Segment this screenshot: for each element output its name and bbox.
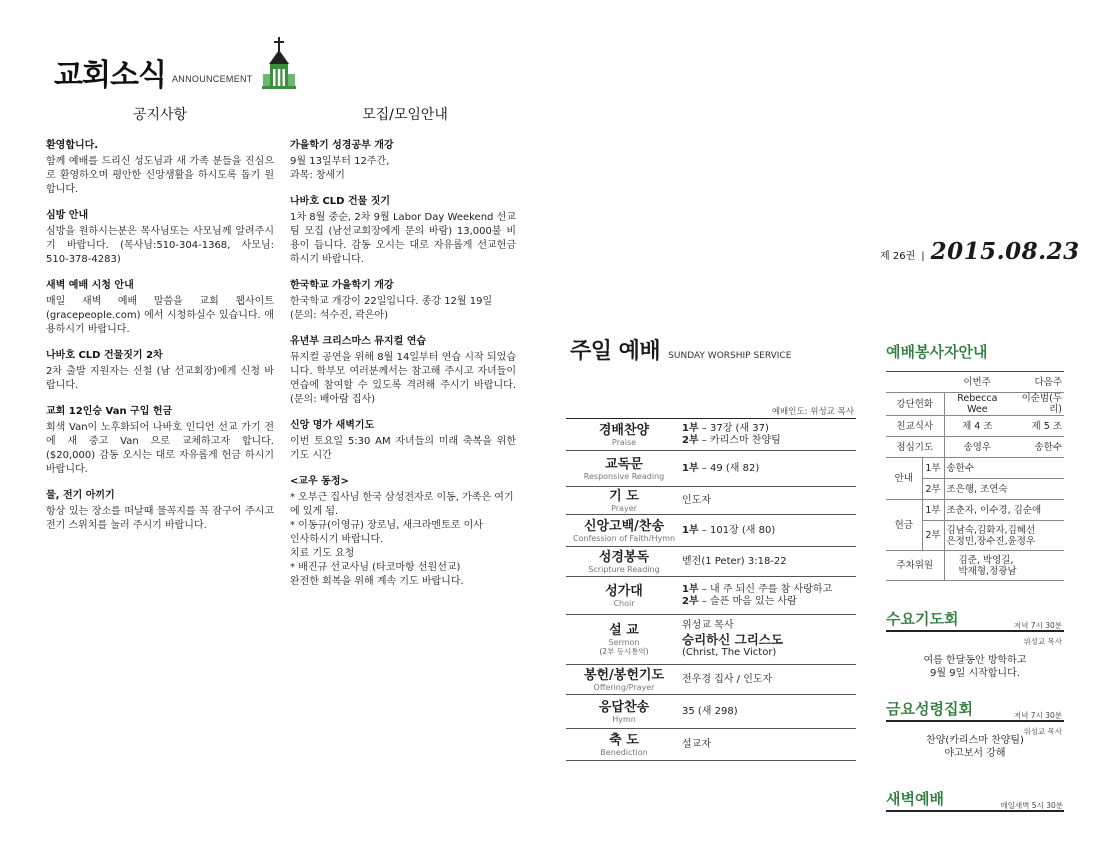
- issue-date-value: 2015.08.23: [930, 238, 1080, 265]
- page-subtitle: ANNOUNCEMENT: [172, 74, 253, 84]
- service-number: 1부: [682, 524, 699, 536]
- church-icon: [259, 36, 299, 90]
- volunteer-names: 송한수: [944, 458, 1064, 479]
- header: [54, 36, 314, 92]
- volunteers-title: 예배봉사자안내: [886, 343, 988, 361]
- recruit-item: [290, 279, 516, 323]
- this-week-value: Rebecca Wee: [944, 393, 1010, 416]
- volunteer-names: 조은행, 조연숙: [944, 479, 1064, 500]
- sunday-worship-title-ko: 주일 예배: [570, 339, 661, 364]
- recruit-item: [290, 419, 516, 463]
- service-label: 2부: [922, 521, 944, 551]
- duty-label: 주차위원: [886, 551, 944, 581]
- table-row: [886, 458, 1064, 479]
- worship-item-text: – 101장 (새 80): [698, 524, 776, 536]
- worship-order-table: [566, 418, 856, 761]
- worship-item-label: [566, 486, 682, 516]
- worship-item-label: [566, 454, 682, 484]
- worship-row: [566, 665, 856, 695]
- divider: |: [921, 251, 925, 262]
- worship-item-en: Responsive Reading: [583, 471, 665, 481]
- worship-item-label: [566, 547, 682, 577]
- duty-label: 헌금: [886, 500, 922, 551]
- wednesday-text: 여름 한달동안 방학하고 9월 9일 시작합니다.: [923, 655, 1027, 679]
- sermon-title: 승리하신 그리스도: [682, 632, 783, 647]
- worship-item-en: Offering/Prayer: [593, 682, 655, 692]
- recruit-title: 유년부 크리스마스 뮤지컬 연습: [290, 336, 427, 347]
- table-row: [886, 500, 1064, 521]
- issue-date: [880, 238, 1080, 265]
- volunteer-names: 조춘자, 이수경, 김순애: [944, 500, 1064, 521]
- worship-item-text: 35 (새 298): [682, 705, 738, 717]
- notices-column: [46, 139, 274, 545]
- worship-item-en: Scripture Reading: [588, 564, 660, 574]
- table-row: [886, 393, 1064, 416]
- service-label: 2부: [922, 479, 944, 500]
- notice-item: [46, 279, 274, 337]
- worship-item-ko: 기 도: [609, 488, 639, 504]
- service-number: 1부: [682, 462, 699, 474]
- worship-item-en: Choir: [613, 598, 635, 608]
- service-label: 1부: [922, 458, 944, 479]
- worship-item-content: [682, 706, 856, 718]
- duty-label: 강단헌화: [886, 393, 944, 416]
- volunteer-names: 김준, 박영길, 박재형,정광남: [944, 551, 1064, 581]
- worship-item-label: [566, 665, 682, 695]
- notice-item: [46, 489, 274, 533]
- worship-item-content: [682, 556, 856, 568]
- notice-body: 항상 있는 장소를 떠날때 물꼭지를 꼭 잠구어 주시고 전기 스위치를 눌러 주시기 바랍니다.: [46, 506, 274, 531]
- worship-item-line: [682, 423, 856, 435]
- recruit-item: [290, 139, 516, 183]
- worship-item-label: [566, 420, 682, 450]
- worship-item-text: 벧전(1 Peter) 3:18-22: [682, 555, 787, 567]
- notice-title: 새벽 예배 시청 안내: [46, 280, 134, 291]
- worship-item-en: Confession of Faith/Hymn: [572, 533, 676, 543]
- worship-item-ko: 경배찬양: [598, 422, 650, 438]
- worship-item-content: [682, 674, 856, 686]
- recruit-item: [290, 475, 516, 589]
- worship-item-content: [682, 495, 856, 507]
- worship-item-en: Sermon: [608, 638, 640, 647]
- notice-body: 매일 새벽 예배 말씀을 교회 웹사이트(gracepeople.com) 에서 시청하실수 있습니다. 애용하시기 바랍니다.: [46, 296, 274, 335]
- worship-item-text: 설교자: [682, 738, 711, 750]
- worship-item-ko: 신앙고백/찬송: [583, 518, 665, 534]
- friday-text: 찬양(카리스마 찬양팀) 야고보서 강해: [926, 735, 1024, 759]
- sermon-en: (Christ, The Victor): [682, 647, 777, 658]
- recruit-title: 나바호 CLD 건물 짓기: [290, 196, 391, 207]
- notice-title: 물, 전기 아끼기: [46, 490, 115, 501]
- next-week-value: 이순범(두리): [1010, 393, 1064, 416]
- worship-item-label: [566, 730, 682, 760]
- worship-item-line: [682, 706, 856, 718]
- next-week-header: 다음주: [1010, 372, 1064, 393]
- worship-item-label: [566, 620, 682, 659]
- table-row: [886, 551, 1064, 581]
- worship-row: [566, 615, 856, 665]
- worship-item-en: Hymn: [612, 714, 636, 724]
- next-week-value: 제 5 조: [1010, 416, 1064, 437]
- worship-row: [566, 451, 856, 487]
- notice-title: 교회 12인승 Van 구입 헌금: [46, 406, 173, 417]
- duty-label: 친교식사: [886, 416, 944, 437]
- notice-body: 심방을 원하시는분은 목사님또는 사모님께 알려주시기 바랍니다. (목사님:510-304-1368, 사모님: 510-378-4283): [46, 226, 274, 265]
- table-row: [886, 437, 1064, 458]
- friday-leader: 위성교 목사: [1023, 727, 1062, 736]
- worship-item-text: – 49 (새 82): [698, 462, 760, 474]
- service-number: 2부: [682, 434, 699, 446]
- recruit-body: 9월 13일부터 12주간, 과목: 창세기: [290, 156, 390, 181]
- worship-item-line: [682, 584, 856, 596]
- worship-item-label: [566, 581, 682, 611]
- this-week-value: 제 4 조: [944, 416, 1010, 437]
- notice-body: 회색 Van이 노후화되어 나바호 인디언 선교 가기 전에 새 중고 Van 으로 교체하고자 합니다. ($20,000) 감동 오시는 대로 자유롭게 헌금 하시기 바랍니다.: [46, 422, 274, 475]
- issue-volume: 제 26권: [880, 251, 916, 262]
- recruit-body: 뮤지컬 공연을 위해 8월 14일부터 연습 시작 되었습니다. 학부모 여러분께서는 참고해 주시고 자녀들이 연습에 참여할 수 있도록 격려해 주시기 바랍니다. (문의: 배아람 집사): [290, 352, 516, 405]
- worship-item-line: [682, 495, 856, 507]
- worship-item-line: [682, 674, 856, 686]
- recruit-heading: 모집/모임안내: [362, 107, 448, 123]
- worship-item-en: Prayer: [611, 503, 637, 513]
- worship-row: [566, 419, 856, 451]
- worship-item-ko: 교독문: [605, 456, 643, 472]
- worship-row: [566, 729, 856, 761]
- worship-item-ko: 봉헌/봉헌기도: [583, 667, 665, 683]
- worship-item-content: [682, 584, 856, 608]
- recruit-title: <교우 동정>: [290, 476, 349, 487]
- recruit-title: 가을학기 성경공부 개강: [290, 140, 394, 151]
- service-number: 1부: [682, 422, 699, 434]
- notice-title: 환영합니다.: [46, 140, 99, 151]
- worship-item-ko: 응답찬송: [598, 699, 650, 715]
- worship-item-line: [682, 463, 856, 475]
- recruit-body: 이번 토요일 5:30 AM 자녀들의 미래 축복을 위한 기도 시간: [290, 436, 516, 461]
- worship-item-content: [682, 739, 856, 751]
- worship-item-en: Benediction: [600, 747, 648, 757]
- recruit-body: * 오부근 집사님 한국 삼성전자로 이동, 가족은 여기에 있게 됨. * 이동규(이영규) 장로님, 새크라멘토로 이사 인사하시기 바랍니다. 치료 기도 요청 * 배진규 선교사님 (타코마항 선원선교) 완전한 회복을 위해 계속 기도 바랍니다.: [290, 492, 514, 587]
- notice-body: 2차 출발 지원자는 신철 (남 선교회장)에게 신청 바랍니다.: [46, 366, 274, 391]
- service-number: 2부: [682, 595, 699, 607]
- worship-item-line: [682, 435, 856, 447]
- recruit-title: 신앙 명가 새벽기도: [290, 420, 375, 431]
- worship-item-label: [566, 697, 682, 727]
- notice-title: 심방 안내: [46, 210, 89, 221]
- volunteer-names: 김남숙,김화자,김혜선 은정민,장수진,윤정우: [944, 521, 1064, 551]
- worship-item-line: [682, 556, 856, 568]
- worship-item-content: [682, 463, 856, 475]
- service-label: 1부: [922, 500, 944, 521]
- duty-label: 안내: [886, 458, 922, 500]
- worship-item-note: (2부 동시통역): [599, 647, 649, 656]
- worship-item-text: – 카리스마 찬양팀: [698, 434, 781, 446]
- recruit-item: [290, 195, 516, 267]
- wednesday-leader: 위성교 목사: [1023, 637, 1062, 646]
- wednesday-title: 수요기도회: [886, 610, 959, 628]
- worship-item-ko: 성가대: [605, 583, 643, 599]
- service-number: 1부: [682, 583, 699, 595]
- worship-item-line: [682, 596, 856, 608]
- worship-leader: 예배인도: 위성교 목사: [771, 407, 854, 417]
- recruit-item: [290, 335, 516, 407]
- dawn-time: 매일새벽 5시 30분: [1000, 801, 1063, 810]
- notice-item: [46, 139, 274, 197]
- worship-item-line: [682, 525, 856, 537]
- table-cell: [886, 372, 944, 393]
- friday-title: 금요성령집회: [886, 700, 973, 718]
- worship-item-text: – 슬픈 마음 있는 사람: [698, 595, 797, 607]
- recruit-body: 1차 8월 중순, 2차 9월 Labor Day Weekend 선교팀 모집 (남선교회장에게 문의 바람) 13,000불 비용이 듭니다. 감동 오시는 대로 자유롭게 선교헌금 하시기 바랍니다.: [290, 212, 516, 265]
- wednesday-time: 저녁 7시 30분: [1013, 621, 1062, 630]
- worship-item-text: – 37장 (새 37): [698, 422, 769, 434]
- worship-row: [566, 547, 856, 577]
- recruit-column: [290, 139, 516, 601]
- friday-time: 저녁 7시 30분: [1013, 711, 1062, 720]
- dawn-title: 새벽예배: [886, 790, 944, 808]
- worship-item-ko: 설 교: [609, 623, 639, 638]
- worship-item-content: [682, 423, 856, 447]
- worship-item-ko: 성경봉독: [598, 549, 650, 565]
- worship-item-text: 전우경 집사 / 인도자: [682, 673, 773, 685]
- worship-row: [566, 695, 856, 729]
- recruit-body: 한국학교 개강이 22일입니다. 종강 12월 19일 (문의: 석수진, 곽은아): [290, 296, 493, 321]
- worship-item-label: [566, 516, 682, 546]
- notice-item: [46, 405, 274, 477]
- sunday-worship-title: [570, 334, 791, 365]
- notice-title: 나바호 CLD 건물짓기 2차: [46, 350, 163, 361]
- notice-item: [46, 349, 274, 393]
- notice-item: [46, 209, 274, 267]
- worship-item-text: – 내 주 되신 주를 참 사랑하고: [698, 583, 833, 595]
- sermon-preacher: 위성교 목사: [682, 620, 734, 631]
- notice-body: 함께 예배를 드리신 성도님과 새 가족 분들을 진심으로 환영하오며 평안한 신앙생활을 하시도록 돕기 원합니다.: [46, 156, 274, 195]
- sunday-worship-title-en: SUNDAY WORSHIP SERVICE: [668, 351, 792, 361]
- this-week-value: 송영우: [944, 437, 1010, 458]
- worship-item-line: [682, 739, 856, 751]
- worship-row: [566, 515, 856, 547]
- notices-heading: 공지사항: [132, 107, 188, 123]
- worship-row: [566, 577, 856, 615]
- table-row: [886, 416, 1064, 437]
- worship-item-ko: 축 도: [609, 732, 639, 748]
- worship-item-en: Praise: [611, 437, 637, 447]
- recruit-title: 한국학교 가을학기 개강: [290, 280, 394, 291]
- worship-item-content: [682, 620, 856, 659]
- next-week-value: 송한수: [1010, 437, 1064, 458]
- worship-item-text: 인도자: [682, 494, 711, 506]
- this-week-header: 이번주: [944, 372, 1010, 393]
- table-row: [886, 372, 1064, 393]
- worship-row: [566, 487, 856, 515]
- duty-label: 점심기도: [886, 437, 944, 458]
- page-title: 교회소식: [54, 58, 166, 93]
- worship-item-content: [682, 525, 856, 537]
- volunteers-table: [886, 371, 1064, 581]
